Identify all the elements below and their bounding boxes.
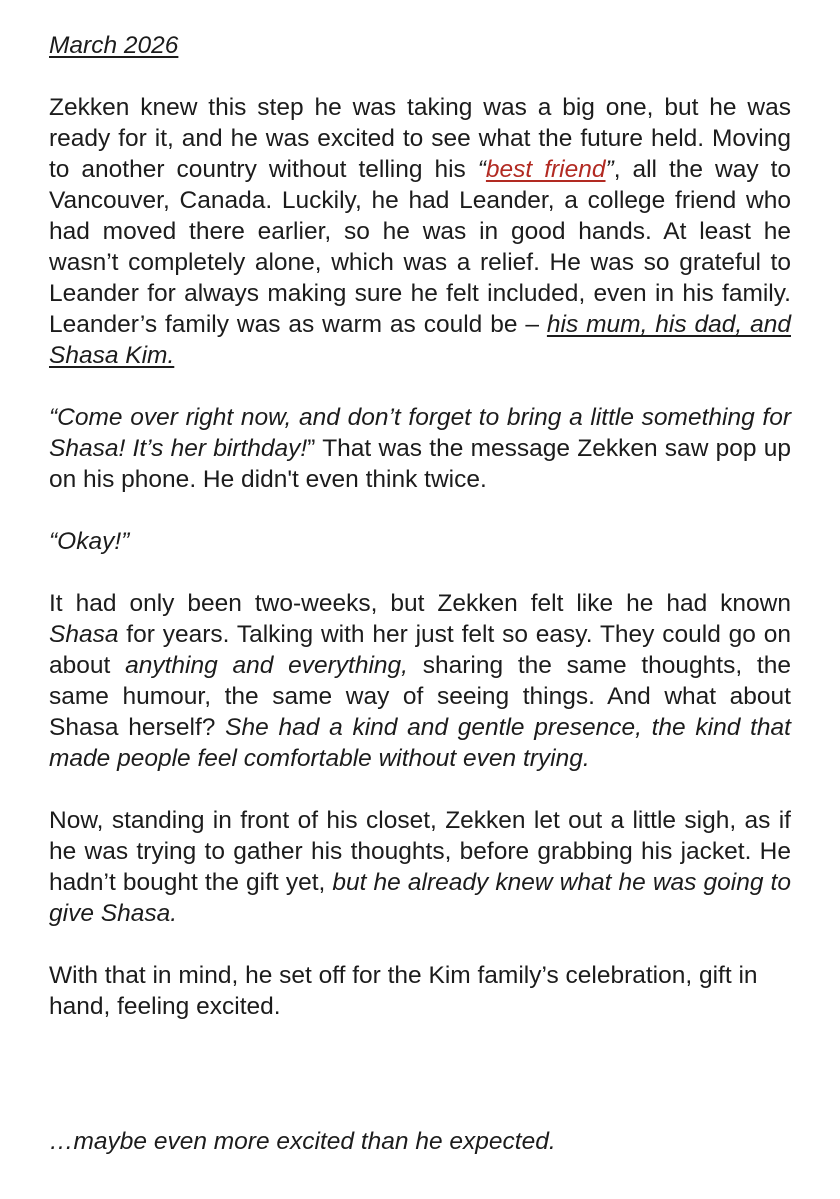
closing-ellipsis: … bbox=[49, 1128, 74, 1155]
story-page bbox=[49, 30, 791, 1053]
paragraph-closet bbox=[49, 805, 791, 929]
gift-knowledge-text: but he already knew what he was going to give Shasa. bbox=[49, 869, 791, 927]
closet-text-a: Now, standing in front of his closet, Zekken let out a little sigh, as if he was trying to gather his thoughts, before grabbing his jacket. He hadn’t bought the gift yet, bbox=[49, 807, 791, 896]
closing-text: maybe even more excited than he expected. bbox=[73, 1128, 556, 1155]
shasa-text-c: sharing the same thoughts, the same humour, the same way of seeing things. And what about Shasa herself? bbox=[49, 652, 791, 741]
best-friend-text: best friend bbox=[485, 156, 606, 183]
quote-close: ” bbox=[605, 156, 614, 183]
paragraph-reply: “Okay!” bbox=[49, 528, 130, 555]
intro-text-a: Zekken knew this step he was taking was a big one, but he was ready for it, and he was excited to see what the future held. Moving to another country without telling his bbox=[49, 94, 791, 183]
paragraph-celebration: With that in mind, he set off for the Kim family’s celebration, gift in hand, feeling excited. bbox=[49, 962, 758, 1020]
shasa-text-a: It had only been two-weeks, but Zekken felt like he had known bbox=[49, 590, 791, 617]
story-date: March 2026 bbox=[49, 32, 179, 59]
message-context: ” That was the message Zekken saw pop up on his phone. He didn't even think twice. bbox=[49, 435, 791, 493]
paragraph-shasa bbox=[49, 588, 791, 774]
shasa-name: Shasa bbox=[49, 621, 119, 648]
shasa-text-b: for years. Talking with her just felt so easy. They could go on about bbox=[49, 621, 791, 679]
anything-everything-text: anything and everything, bbox=[125, 652, 408, 679]
closing-line bbox=[49, 1126, 556, 1157]
intro-text-b: , all the way to Vancouver, Canada. Luckily, he had Leander, a college friend who had moved there earlier, so he was in good hands. At least he wasn’t completely alone, which was a relief. He was so grateful to Leander for always making sure he felt included, even in his family. Leander’s family was as warm as could be – bbox=[49, 156, 792, 338]
family-members-text: his mum, his dad, and Shasa Kim. bbox=[49, 311, 791, 369]
intro-quote bbox=[478, 156, 614, 183]
phone-message: “Come over right now, and don’t forget to bring a little something for Shasa! It’s her birthday! bbox=[49, 404, 791, 462]
paragraph-intro bbox=[49, 92, 791, 371]
gentle-presence-text: She had a kind and gentle presence, the kind that made people feel comfortable without even trying. bbox=[49, 714, 791, 772]
paragraph-message bbox=[49, 402, 791, 495]
quote-open: “ bbox=[477, 156, 486, 183]
